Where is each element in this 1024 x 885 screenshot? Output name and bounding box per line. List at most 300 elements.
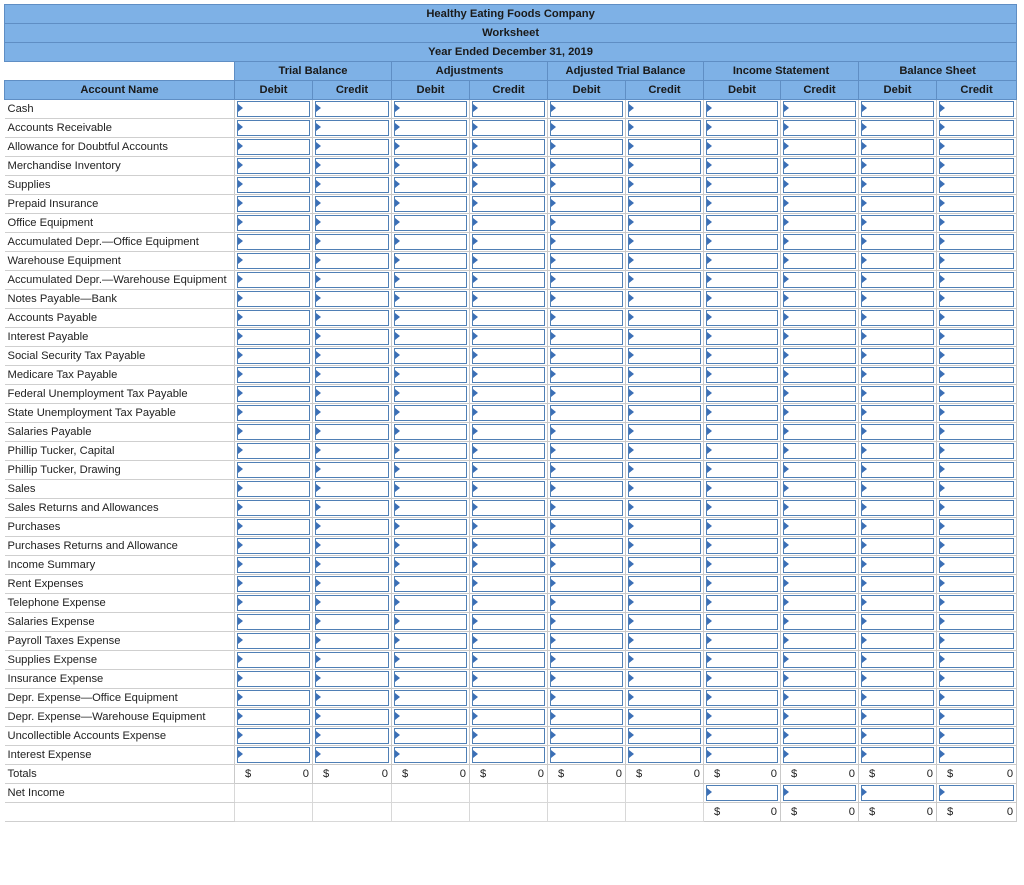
- adj-debit-input[interactable]: [394, 671, 467, 687]
- is-credit-input[interactable]: [783, 139, 856, 155]
- adjtb-debit-input[interactable]: [550, 348, 623, 364]
- trial-debit-input[interactable]: [237, 424, 310, 440]
- adjtb-debit-input[interactable]: [550, 557, 623, 573]
- adjtb-credit-input[interactable]: [628, 158, 701, 174]
- adj-debit-input[interactable]: [394, 158, 467, 174]
- adj-debit-input[interactable]: [394, 386, 467, 402]
- bs-debit-input[interactable]: [861, 576, 934, 592]
- adj-debit-input[interactable]: [394, 196, 467, 212]
- adj-credit-input[interactable]: [472, 386, 545, 402]
- is-credit-input[interactable]: [783, 652, 856, 668]
- is-debit-input[interactable]: [706, 671, 778, 687]
- trial-debit-input[interactable]: [237, 215, 310, 231]
- adj-credit-input[interactable]: [472, 690, 545, 706]
- is-credit-input[interactable]: [783, 120, 856, 136]
- bs-debit-input[interactable]: [861, 519, 934, 535]
- bs-credit-input[interactable]: [939, 481, 1014, 497]
- adjtb-debit-input[interactable]: [550, 139, 623, 155]
- adjtb-debit-input[interactable]: [550, 519, 623, 535]
- is-debit-input[interactable]: [706, 101, 778, 117]
- bs-credit-input[interactable]: [939, 367, 1014, 383]
- adjtb-credit-input[interactable]: [628, 481, 701, 497]
- is-debit-input[interactable]: [706, 234, 778, 250]
- is-debit-input[interactable]: [706, 329, 778, 345]
- adj-debit-input[interactable]: [394, 481, 467, 497]
- trial-debit-input[interactable]: [237, 367, 310, 383]
- bs-debit-input[interactable]: [861, 215, 934, 231]
- bs-credit-input[interactable]: [939, 120, 1014, 136]
- adjtb-debit-input[interactable]: [550, 272, 623, 288]
- is-credit-input[interactable]: [783, 386, 856, 402]
- bs-debit-input[interactable]: [861, 101, 934, 117]
- bs-debit-input[interactable]: [861, 690, 934, 706]
- bs-credit-input[interactable]: [939, 443, 1014, 459]
- is-debit-input[interactable]: [706, 310, 778, 326]
- trial-credit-input[interactable]: [315, 595, 389, 611]
- adjtb-credit-input[interactable]: [628, 386, 701, 402]
- trial-credit-input[interactable]: [315, 519, 389, 535]
- trial-credit-input[interactable]: [315, 272, 389, 288]
- bs-credit-input[interactable]: [939, 272, 1014, 288]
- is-debit-input[interactable]: [706, 500, 778, 516]
- trial-credit-input[interactable]: [315, 215, 389, 231]
- bs-credit-input[interactable]: [939, 652, 1014, 668]
- bs-debit-input[interactable]: [861, 158, 934, 174]
- bs-debit-input[interactable]: [861, 462, 934, 478]
- bs-debit-input[interactable]: [861, 253, 934, 269]
- adjtb-credit-input[interactable]: [628, 405, 701, 421]
- trial-debit-input[interactable]: [237, 234, 310, 250]
- bs-credit-input[interactable]: [939, 253, 1014, 269]
- adjtb-credit-input[interactable]: [628, 690, 701, 706]
- adj-debit-input[interactable]: [394, 291, 467, 307]
- is-debit-input[interactable]: [706, 652, 778, 668]
- bs-debit-input[interactable]: [861, 405, 934, 421]
- trial-debit-input[interactable]: [237, 728, 310, 744]
- trial-debit-input[interactable]: [237, 576, 310, 592]
- trial-credit-input[interactable]: [315, 424, 389, 440]
- trial-credit-input[interactable]: [315, 234, 389, 250]
- trial-credit-input[interactable]: [315, 310, 389, 326]
- adjtb-debit-input[interactable]: [550, 329, 623, 345]
- adjtb-credit-input[interactable]: [628, 120, 701, 136]
- adj-debit-input[interactable]: [394, 557, 467, 573]
- is-debit-input[interactable]: [706, 386, 778, 402]
- adj-credit-input[interactable]: [472, 443, 545, 459]
- bs-credit-input[interactable]: [939, 424, 1014, 440]
- adj-credit-input[interactable]: [472, 557, 545, 573]
- trial-debit-input[interactable]: [237, 291, 310, 307]
- is-credit-input[interactable]: [783, 595, 856, 611]
- adjtb-credit-input[interactable]: [628, 747, 701, 763]
- is-credit-input[interactable]: [783, 177, 856, 193]
- is-debit-input[interactable]: [706, 462, 778, 478]
- is-debit-input[interactable]: [706, 291, 778, 307]
- bs-credit-input[interactable]: [939, 291, 1014, 307]
- adj-credit-input[interactable]: [472, 671, 545, 687]
- adjtb-credit-input[interactable]: [628, 272, 701, 288]
- trial-credit-input[interactable]: [315, 101, 389, 117]
- adjtb-debit-input[interactable]: [550, 310, 623, 326]
- is-credit-input[interactable]: [783, 633, 856, 649]
- is-debit-input[interactable]: [706, 538, 778, 554]
- adj-debit-input[interactable]: [394, 120, 467, 136]
- adjtb-debit-input[interactable]: [550, 576, 623, 592]
- is-debit-input[interactable]: [706, 177, 778, 193]
- adj-credit-input[interactable]: [472, 253, 545, 269]
- trial-debit-input[interactable]: [237, 481, 310, 497]
- adj-credit-input[interactable]: [472, 158, 545, 174]
- bs-debit-input[interactable]: [861, 139, 934, 155]
- trial-debit-input[interactable]: [237, 443, 310, 459]
- bs-credit-input[interactable]: [939, 728, 1014, 744]
- adjtb-debit-input[interactable]: [550, 481, 623, 497]
- adj-debit-input[interactable]: [394, 709, 467, 725]
- net-income-bs-debit-input[interactable]: [861, 785, 934, 801]
- adj-credit-input[interactable]: [472, 215, 545, 231]
- is-credit-input[interactable]: [783, 614, 856, 630]
- is-debit-input[interactable]: [706, 557, 778, 573]
- trial-debit-input[interactable]: [237, 101, 310, 117]
- bs-credit-input[interactable]: [939, 177, 1014, 193]
- adjtb-debit-input[interactable]: [550, 253, 623, 269]
- bs-credit-input[interactable]: [939, 747, 1014, 763]
- adjtb-credit-input[interactable]: [628, 101, 701, 117]
- is-debit-input[interactable]: [706, 253, 778, 269]
- trial-debit-input[interactable]: [237, 538, 310, 554]
- adjtb-debit-input[interactable]: [550, 747, 623, 763]
- is-debit-input[interactable]: [706, 747, 778, 763]
- bs-debit-input[interactable]: [861, 728, 934, 744]
- adj-credit-input[interactable]: [472, 595, 545, 611]
- adjtb-credit-input[interactable]: [628, 538, 701, 554]
- adj-credit-input[interactable]: [472, 177, 545, 193]
- adjtb-debit-input[interactable]: [550, 367, 623, 383]
- adj-debit-input[interactable]: [394, 690, 467, 706]
- adjtb-credit-input[interactable]: [628, 291, 701, 307]
- adjtb-debit-input[interactable]: [550, 196, 623, 212]
- adjtb-debit-input[interactable]: [550, 690, 623, 706]
- trial-debit-input[interactable]: [237, 158, 310, 174]
- is-credit-input[interactable]: [783, 329, 856, 345]
- trial-debit-input[interactable]: [237, 500, 310, 516]
- adj-credit-input[interactable]: [472, 234, 545, 250]
- bs-debit-input[interactable]: [861, 291, 934, 307]
- adjtb-debit-input[interactable]: [550, 443, 623, 459]
- trial-debit-input[interactable]: [237, 329, 310, 345]
- bs-debit-input[interactable]: [861, 310, 934, 326]
- adjtb-credit-input[interactable]: [628, 367, 701, 383]
- is-debit-input[interactable]: [706, 367, 778, 383]
- adjtb-credit-input[interactable]: [628, 557, 701, 573]
- adjtb-debit-input[interactable]: [550, 538, 623, 554]
- trial-debit-input[interactable]: [237, 272, 310, 288]
- trial-debit-input[interactable]: [237, 177, 310, 193]
- adj-debit-input[interactable]: [394, 329, 467, 345]
- adj-debit-input[interactable]: [394, 747, 467, 763]
- adjtb-debit-input[interactable]: [550, 671, 623, 687]
- adj-debit-input[interactable]: [394, 500, 467, 516]
- adj-debit-input[interactable]: [394, 253, 467, 269]
- trial-credit-input[interactable]: [315, 443, 389, 459]
- bs-debit-input[interactable]: [861, 443, 934, 459]
- adj-debit-input[interactable]: [394, 424, 467, 440]
- is-debit-input[interactable]: [706, 196, 778, 212]
- trial-credit-input[interactable]: [315, 462, 389, 478]
- trial-credit-input[interactable]: [315, 557, 389, 573]
- adj-debit-input[interactable]: [394, 177, 467, 193]
- adjtb-debit-input[interactable]: [550, 405, 623, 421]
- trial-debit-input[interactable]: [237, 310, 310, 326]
- trial-credit-input[interactable]: [315, 196, 389, 212]
- trial-credit-input[interactable]: [315, 633, 389, 649]
- trial-debit-input[interactable]: [237, 139, 310, 155]
- is-debit-input[interactable]: [706, 139, 778, 155]
- adj-debit-input[interactable]: [394, 519, 467, 535]
- adjtb-credit-input[interactable]: [628, 177, 701, 193]
- trial-credit-input[interactable]: [315, 728, 389, 744]
- adjtb-debit-input[interactable]: [550, 234, 623, 250]
- trial-credit-input[interactable]: [315, 405, 389, 421]
- trial-credit-input[interactable]: [315, 652, 389, 668]
- adj-debit-input[interactable]: [394, 462, 467, 478]
- bs-credit-input[interactable]: [939, 329, 1014, 345]
- adjtb-credit-input[interactable]: [628, 462, 701, 478]
- bs-credit-input[interactable]: [939, 633, 1014, 649]
- adjtb-debit-input[interactable]: [550, 291, 623, 307]
- bs-debit-input[interactable]: [861, 177, 934, 193]
- adjtb-credit-input[interactable]: [628, 633, 701, 649]
- bs-credit-input[interactable]: [939, 386, 1014, 402]
- adj-debit-input[interactable]: [394, 614, 467, 630]
- trial-credit-input[interactable]: [315, 367, 389, 383]
- bs-debit-input[interactable]: [861, 709, 934, 725]
- adj-credit-input[interactable]: [472, 519, 545, 535]
- trial-credit-input[interactable]: [315, 576, 389, 592]
- is-credit-input[interactable]: [783, 481, 856, 497]
- is-credit-input[interactable]: [783, 462, 856, 478]
- adjtb-credit-input[interactable]: [628, 234, 701, 250]
- is-credit-input[interactable]: [783, 158, 856, 174]
- trial-debit-input[interactable]: [237, 671, 310, 687]
- net-income-is-debit-input[interactable]: [706, 785, 778, 801]
- is-debit-input[interactable]: [706, 481, 778, 497]
- is-debit-input[interactable]: [706, 272, 778, 288]
- bs-debit-input[interactable]: [861, 348, 934, 364]
- trial-debit-input[interactable]: [237, 462, 310, 478]
- adj-credit-input[interactable]: [472, 272, 545, 288]
- adj-credit-input[interactable]: [472, 481, 545, 497]
- adj-credit-input[interactable]: [472, 196, 545, 212]
- bs-credit-input[interactable]: [939, 709, 1014, 725]
- trial-debit-input[interactable]: [237, 557, 310, 573]
- adjtb-debit-input[interactable]: [550, 177, 623, 193]
- adj-debit-input[interactable]: [394, 443, 467, 459]
- is-debit-input[interactable]: [706, 405, 778, 421]
- is-credit-input[interactable]: [783, 500, 856, 516]
- adj-credit-input[interactable]: [472, 310, 545, 326]
- is-debit-input[interactable]: [706, 728, 778, 744]
- is-credit-input[interactable]: [783, 215, 856, 231]
- trial-debit-input[interactable]: [237, 348, 310, 364]
- adjtb-credit-input[interactable]: [628, 500, 701, 516]
- bs-credit-input[interactable]: [939, 595, 1014, 611]
- adj-credit-input[interactable]: [472, 709, 545, 725]
- adjtb-credit-input[interactable]: [628, 595, 701, 611]
- is-credit-input[interactable]: [783, 671, 856, 687]
- adjtb-credit-input[interactable]: [628, 728, 701, 744]
- adjtb-debit-input[interactable]: [550, 462, 623, 478]
- trial-debit-input[interactable]: [237, 595, 310, 611]
- adjtb-credit-input[interactable]: [628, 709, 701, 725]
- trial-credit-input[interactable]: [315, 348, 389, 364]
- bs-credit-input[interactable]: [939, 405, 1014, 421]
- trial-credit-input[interactable]: [315, 614, 389, 630]
- is-debit-input[interactable]: [706, 158, 778, 174]
- adj-debit-input[interactable]: [394, 272, 467, 288]
- is-debit-input[interactable]: [706, 215, 778, 231]
- is-credit-input[interactable]: [783, 405, 856, 421]
- bs-credit-input[interactable]: [939, 310, 1014, 326]
- adj-debit-input[interactable]: [394, 576, 467, 592]
- is-credit-input[interactable]: [783, 367, 856, 383]
- is-debit-input[interactable]: [706, 595, 778, 611]
- adjtb-debit-input[interactable]: [550, 158, 623, 174]
- trial-credit-input[interactable]: [315, 139, 389, 155]
- adj-debit-input[interactable]: [394, 139, 467, 155]
- adjtb-credit-input[interactable]: [628, 196, 701, 212]
- is-credit-input[interactable]: [783, 291, 856, 307]
- is-credit-input[interactable]: [783, 348, 856, 364]
- bs-debit-input[interactable]: [861, 747, 934, 763]
- trial-credit-input[interactable]: [315, 386, 389, 402]
- trial-debit-input[interactable]: [237, 614, 310, 630]
- is-credit-input[interactable]: [783, 538, 856, 554]
- bs-debit-input[interactable]: [861, 424, 934, 440]
- adjtb-credit-input[interactable]: [628, 576, 701, 592]
- bs-credit-input[interactable]: [939, 215, 1014, 231]
- bs-debit-input[interactable]: [861, 671, 934, 687]
- bs-debit-input[interactable]: [861, 500, 934, 516]
- adj-debit-input[interactable]: [394, 215, 467, 231]
- adj-credit-input[interactable]: [472, 329, 545, 345]
- is-debit-input[interactable]: [706, 443, 778, 459]
- adjtb-debit-input[interactable]: [550, 215, 623, 231]
- trial-credit-input[interactable]: [315, 481, 389, 497]
- is-debit-input[interactable]: [706, 709, 778, 725]
- trial-credit-input[interactable]: [315, 177, 389, 193]
- adj-debit-input[interactable]: [394, 101, 467, 117]
- adj-credit-input[interactable]: [472, 424, 545, 440]
- bs-credit-input[interactable]: [939, 348, 1014, 364]
- is-credit-input[interactable]: [783, 728, 856, 744]
- adjtb-credit-input[interactable]: [628, 215, 701, 231]
- adjtb-debit-input[interactable]: [550, 595, 623, 611]
- trial-debit-input[interactable]: [237, 519, 310, 535]
- adj-debit-input[interactable]: [394, 538, 467, 554]
- bs-credit-input[interactable]: [939, 101, 1014, 117]
- adjtb-credit-input[interactable]: [628, 253, 701, 269]
- adjtb-credit-input[interactable]: [628, 614, 701, 630]
- bs-debit-input[interactable]: [861, 652, 934, 668]
- adj-credit-input[interactable]: [472, 633, 545, 649]
- is-credit-input[interactable]: [783, 424, 856, 440]
- adj-credit-input[interactable]: [472, 728, 545, 744]
- trial-credit-input[interactable]: [315, 671, 389, 687]
- adj-debit-input[interactable]: [394, 405, 467, 421]
- trial-debit-input[interactable]: [237, 253, 310, 269]
- is-debit-input[interactable]: [706, 519, 778, 535]
- bs-debit-input[interactable]: [861, 614, 934, 630]
- adj-debit-input[interactable]: [394, 310, 467, 326]
- adj-debit-input[interactable]: [394, 234, 467, 250]
- bs-debit-input[interactable]: [861, 367, 934, 383]
- is-credit-input[interactable]: [783, 519, 856, 535]
- is-credit-input[interactable]: [783, 101, 856, 117]
- adj-credit-input[interactable]: [472, 120, 545, 136]
- adj-debit-input[interactable]: [394, 595, 467, 611]
- is-debit-input[interactable]: [706, 348, 778, 364]
- bs-debit-input[interactable]: [861, 386, 934, 402]
- adj-credit-input[interactable]: [472, 462, 545, 478]
- is-debit-input[interactable]: [706, 120, 778, 136]
- trial-debit-input[interactable]: [237, 120, 310, 136]
- bs-credit-input[interactable]: [939, 576, 1014, 592]
- trial-debit-input[interactable]: [237, 405, 310, 421]
- adjtb-debit-input[interactable]: [550, 386, 623, 402]
- adj-debit-input[interactable]: [394, 652, 467, 668]
- is-debit-input[interactable]: [706, 424, 778, 440]
- bs-credit-input[interactable]: [939, 196, 1014, 212]
- trial-credit-input[interactable]: [315, 709, 389, 725]
- adj-debit-input[interactable]: [394, 367, 467, 383]
- net-income-is-credit-input[interactable]: [783, 785, 856, 801]
- bs-credit-input[interactable]: [939, 519, 1014, 535]
- bs-credit-input[interactable]: [939, 671, 1014, 687]
- adjtb-credit-input[interactable]: [628, 519, 701, 535]
- adj-credit-input[interactable]: [472, 101, 545, 117]
- adjtb-debit-input[interactable]: [550, 500, 623, 516]
- is-debit-input[interactable]: [706, 614, 778, 630]
- bs-credit-input[interactable]: [939, 690, 1014, 706]
- adjtb-credit-input[interactable]: [628, 671, 701, 687]
- adj-credit-input[interactable]: [472, 139, 545, 155]
- bs-debit-input[interactable]: [861, 595, 934, 611]
- adjtb-debit-input[interactable]: [550, 709, 623, 725]
- adjtb-debit-input[interactable]: [550, 120, 623, 136]
- bs-credit-input[interactable]: [939, 462, 1014, 478]
- trial-credit-input[interactable]: [315, 291, 389, 307]
- is-credit-input[interactable]: [783, 747, 856, 763]
- adjtb-debit-input[interactable]: [550, 728, 623, 744]
- is-credit-input[interactable]: [783, 443, 856, 459]
- adj-credit-input[interactable]: [472, 500, 545, 516]
- is-credit-input[interactable]: [783, 272, 856, 288]
- trial-debit-input[interactable]: [237, 633, 310, 649]
- bs-debit-input[interactable]: [861, 633, 934, 649]
- bs-credit-input[interactable]: [939, 139, 1014, 155]
- bs-debit-input[interactable]: [861, 538, 934, 554]
- is-debit-input[interactable]: [706, 690, 778, 706]
- is-credit-input[interactable]: [783, 310, 856, 326]
- adjtb-credit-input[interactable]: [628, 139, 701, 155]
- adj-debit-input[interactable]: [394, 348, 467, 364]
- bs-debit-input[interactable]: [861, 234, 934, 250]
- adjtb-credit-input[interactable]: [628, 443, 701, 459]
- trial-credit-input[interactable]: [315, 329, 389, 345]
- is-credit-input[interactable]: [783, 196, 856, 212]
- trial-credit-input[interactable]: [315, 538, 389, 554]
